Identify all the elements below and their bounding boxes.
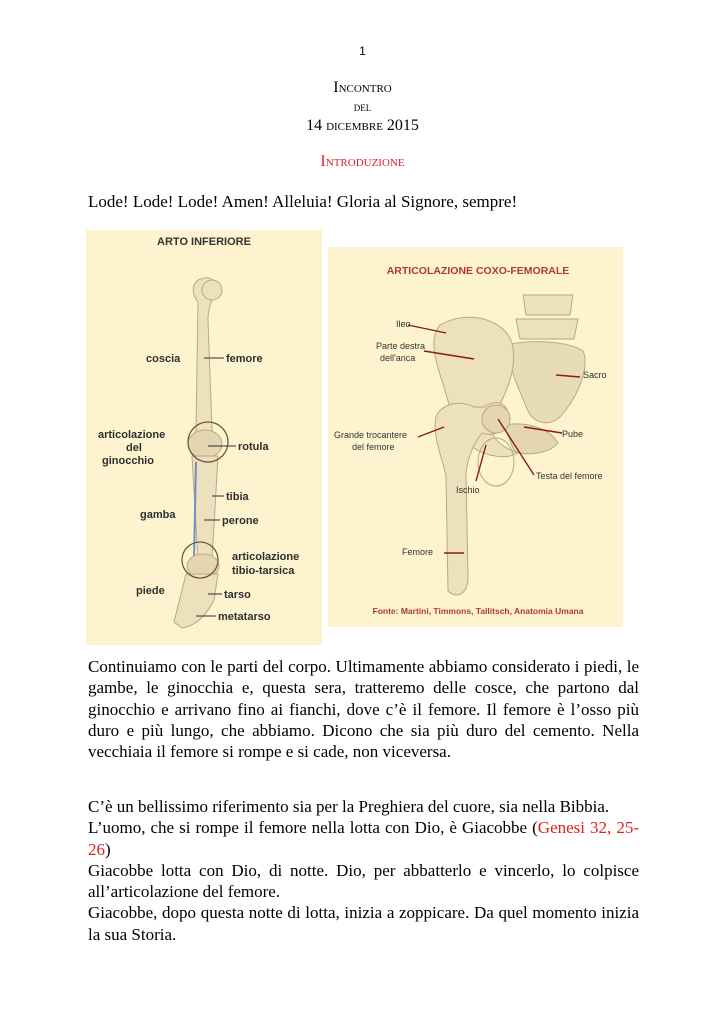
label-parte-destra: Parte destra bbox=[376, 341, 426, 351]
figure-source: Fonte: Martini, Timmons, Tallitsch, Anatomia Umana bbox=[372, 606, 584, 616]
label-dellanca: dell'anca bbox=[380, 353, 416, 363]
figure-lower-limb bbox=[86, 230, 322, 645]
page-number: 1 bbox=[359, 44, 366, 58]
label-testa-femore: Testa del femore bbox=[536, 471, 603, 481]
header-line-1: Incontro bbox=[333, 79, 392, 96]
label-ischio: Ischio bbox=[456, 485, 480, 495]
figure-hip-joint bbox=[328, 247, 623, 627]
header-line-2: del bbox=[353, 99, 372, 114]
label-pube: Pube bbox=[562, 429, 584, 439]
label-articolazione: articolazione bbox=[98, 429, 166, 441]
label-perone: perone bbox=[222, 515, 259, 527]
label-del: del bbox=[126, 442, 142, 454]
paragraph-1-text: Continuiamo con le parti del corpo. Ultimamente abbiamo considerato i piedi, le gambe, le ginocchia e, questa sera, tratteremo delle cosce, che partono dal ginocchio e arrivano fino ai fianchi, dove c’è il femore. Il femore è l’osso più duro e più lungo, che abbiamo. Dicono che sia più duro del cemento. Nella vecchiaia il femore si rompe e si cade, non viceversa. bbox=[88, 657, 639, 762]
header-line-3: 14 dicembre 2015 bbox=[306, 117, 419, 134]
paragraph-2 bbox=[88, 796, 639, 945]
figure-right-title: ARTICOLAZIONE COXO-FEMORALE bbox=[386, 265, 570, 277]
label-articolazione-tibio: articolazione bbox=[232, 551, 300, 563]
paragraph-2-line-d: Giacobbe, dopo questa notte di lotta, inizia a zoppicare. Da quel momento inizia la sua Storia. bbox=[88, 903, 639, 944]
label-femore-right: Femore bbox=[402, 547, 434, 557]
label-del-femore: del femore bbox=[352, 442, 395, 452]
paragraph-1 bbox=[88, 656, 639, 762]
label-metatarso: metatarso bbox=[218, 611, 271, 623]
line-b-post: ) bbox=[105, 839, 111, 859]
label-tibio-tarsica: tibio-tarsica bbox=[232, 565, 295, 577]
label-sacro: Sacro bbox=[583, 370, 607, 380]
line-b-pre: L’uomo, che si rompe il femore nella lotta con Dio, è Giacobbe ( bbox=[88, 818, 538, 838]
paragraph-2-line-b bbox=[88, 817, 639, 860]
label-piede: piede bbox=[136, 585, 165, 597]
paragraph-2-line-a: C’è un bellissimo riferimento sia per la Preghiera del cuore, sia nella Bibbia. bbox=[88, 797, 610, 816]
figure-left-title: ARTO INFERIORE bbox=[157, 236, 251, 248]
label-femore: femore bbox=[226, 353, 263, 365]
label-ileo: Ileo bbox=[396, 319, 411, 329]
section-title: Introduzione bbox=[320, 153, 405, 170]
label-rotula: rotula bbox=[238, 441, 269, 453]
paragraph-2-line-c: Giacobbe lotta con Dio, di notte. Dio, per abbatterlo e vincerlo, lo colpisce all’articolazione del femore. bbox=[88, 860, 639, 902]
bible-reference-link[interactable]: Genesi 32, 25-26 bbox=[88, 818, 639, 859]
label-grande-trocantere: Grande trocantere bbox=[334, 430, 408, 440]
label-ginocchio: ginocchio bbox=[102, 455, 154, 467]
label-gamba: gamba bbox=[140, 509, 176, 521]
label-tarso: tarso bbox=[224, 589, 251, 601]
opening-line: Lode! Lode! Lode! Amen! Alleluia! Gloria al Signore, sempre! bbox=[88, 192, 518, 211]
label-tibia: tibia bbox=[226, 491, 249, 503]
label-coscia: coscia bbox=[146, 353, 181, 365]
